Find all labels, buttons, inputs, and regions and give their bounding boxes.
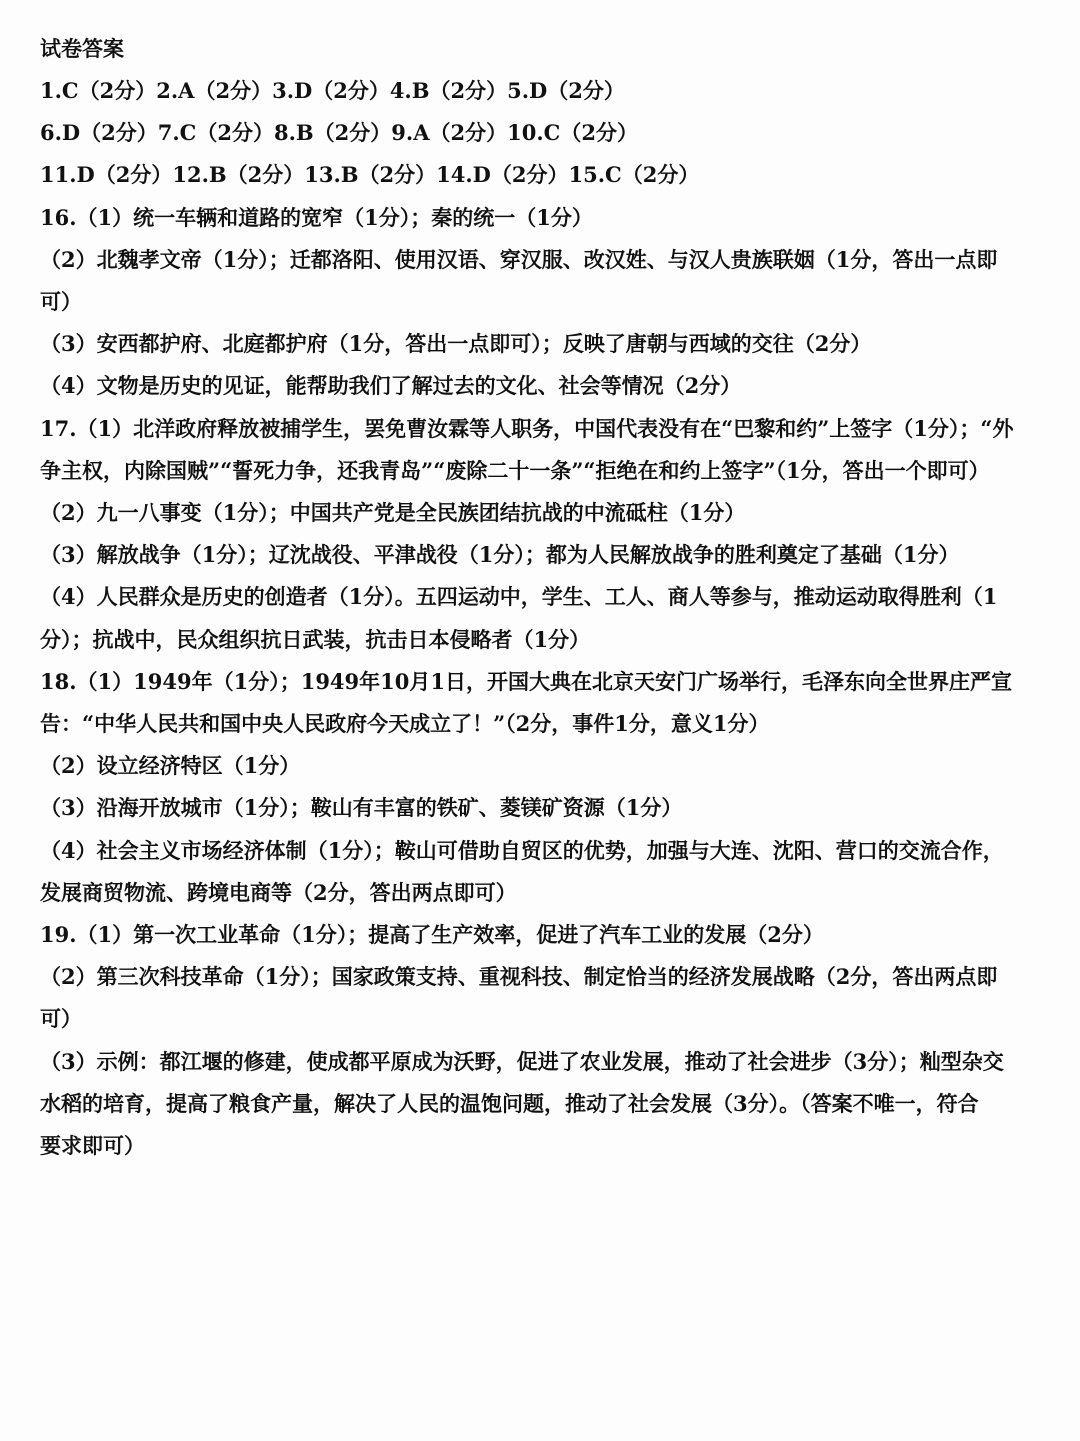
answer-line: 19.（1）第一次工业革命（1分）；提高了生产效率，促进了汽车工业的发展（2分）: [40, 922, 824, 948]
answer-line: 11.D（2分）12.B（2分）13.B（2分）14.D（2分）15.C（2分）: [40, 162, 700, 188]
answer-line: 17.（1）北洋政府释放被捕学生，罢免曹汝霖等人职务，中国代表没有在“巴黎和约”上签字（1分）；“外: [40, 415, 1014, 441]
answer-line: （3）沿海开放城市（1分）；鞍山有丰富的铁矿、菱镁矿资源（1分）: [40, 795, 683, 821]
answer-line: 告：“中华人民共和国中央人民政府今天成立了！”（2分，事件1分，意义1分）: [40, 711, 770, 737]
answer-line: （4）文物是历史的见证，能帮助我们了解过去的文化、社会等情况（2分）: [40, 373, 742, 399]
answer-line: （2）九一八事变（1分）；中国共产党是全民族团结抗战的中流砥柱（1分）: [40, 500, 746, 526]
answer-line: 可）: [40, 289, 82, 315]
answer-line: （3）安西都护府、北庭都护府（1分，答出一点即可）；反映了唐朝与西域的交往（2分）: [40, 331, 872, 357]
answer-line: 争主权，内除国贼”“誓死力争，还我青岛”“废除二十一条”“拒绝在和约上签字”（1分，答出一个即可）: [40, 457, 990, 483]
page-title: 试卷答案: [40, 36, 124, 61]
answer-line: 可）: [40, 1006, 82, 1032]
answer-line: 6.D（2分）7.C（2分）8.B（2分）9.A（2分）10.C（2分）: [40, 120, 638, 146]
answer-line: （3）示例：都江堰的修建，使成都平原成为沃野，促进了农业发展，推动了社会进步（3分）；籼型杂交: [40, 1048, 1004, 1074]
answer-line: （4）社会主义市场经济体制（1分）；鞍山可借助自贸区的优势，加强与大连、沈阳、营口的交流合作，: [40, 837, 1004, 863]
answer-line: （2）北魏孝文帝（1分）；迁都洛阳、使用汉语、穿汉服、改汉姓、与汉人贵族联姻（1分，答出一点即: [40, 246, 998, 272]
answer-line: （3）解放战争（1分）；辽沈战役、平津战役（1分）；都为人民解放战争的胜利奠定了基础（1分）: [40, 542, 960, 568]
answer-line: 分）；抗战中，民众组织抗日武装，抗击日本侵略者（1分）: [40, 626, 591, 652]
answer-line: 16.（1）统一车辆和道路的宽窄（1分）；秦的统一（1分）: [40, 204, 593, 230]
answer-line: （2）设立经济特区（1分）: [40, 753, 301, 779]
answer-line: （2）第三次科技革命（1分）；国家政策支持、重视科技、制定恰当的经济发展战略（2分，答出两点即: [40, 964, 998, 990]
answer-line: 要求即可）: [40, 1133, 145, 1159]
answer-line: （4）人民群众是历史的创造者（1分）。五四运动中，学生、工人、商人等参与，推动运动取得胜利（1: [40, 584, 998, 610]
answer-line: 18.（1）1949年（1分）；1949年10月1日，开国大典在北京天安门广场举行，毛泽东向全世界庄严宣: [40, 668, 1012, 694]
answer-line: 发展商贸物流、跨境电商等（2分，答出两点即可）: [40, 879, 517, 905]
answer-line: 水稻的培育，提高了粮食产量，解决了人民的温饱问题，推动了社会发展（3分）。（答案不唯一，符合: [40, 1090, 979, 1116]
answer-line: 1.C（2分）2.A（2分）3.D（2分）4.B（2分）5.D（2分）: [40, 78, 625, 103]
